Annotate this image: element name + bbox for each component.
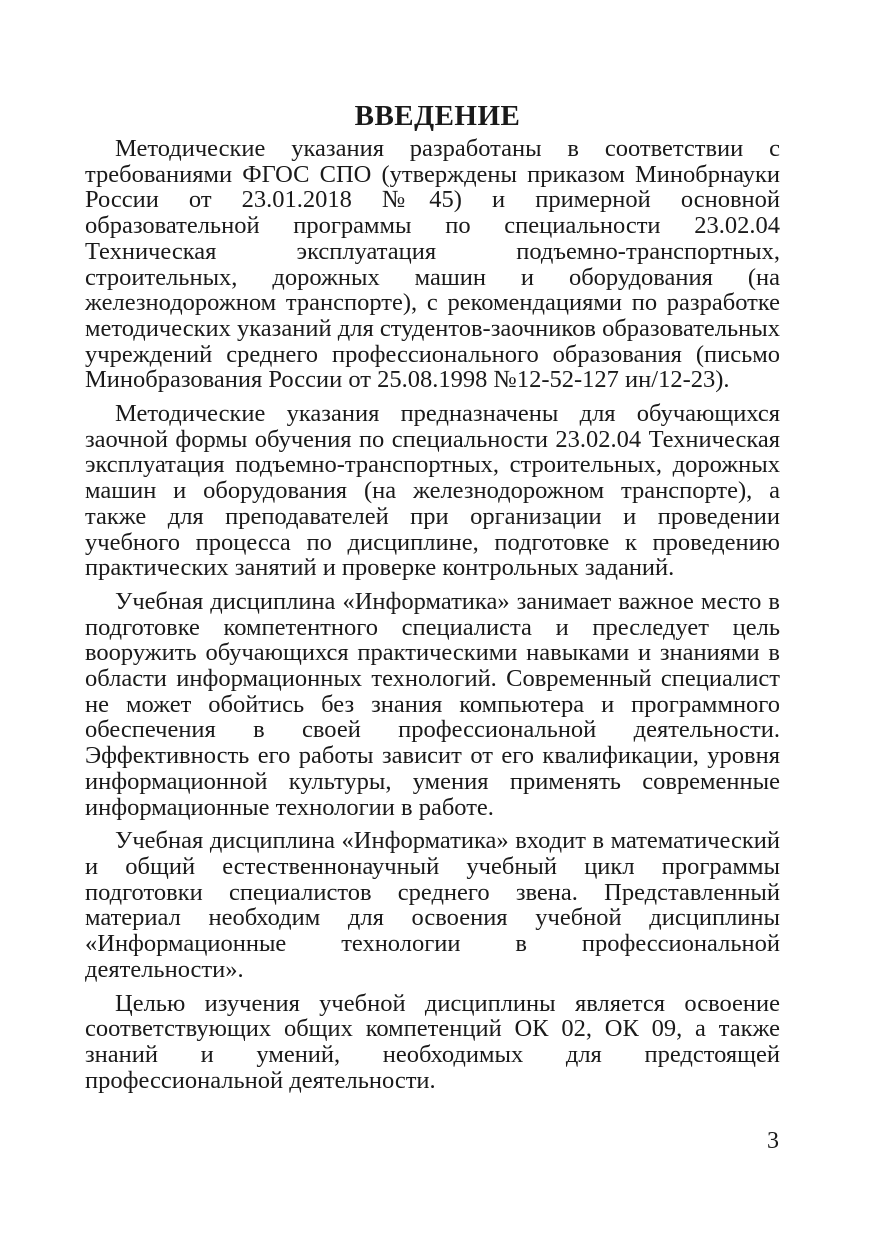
paragraph: Целью изучения учебной дисциплины является освоение соответствующих общих компетенций ОК 02, ОК 09, а также знаний и умений, необходимых для предстоящей профессиональной деятельности. xyxy=(85,989,780,1094)
section-title: ВВЕДЕНИЕ xyxy=(354,100,521,132)
paragraph: Методические указания предназначены для обучающихся заочной формы обучения по специальности 23.02.04 Техническая эксплуатация подъемно-транспортных, строительных, дорожных машин и оборудования (на железнодорожном транспорте), а также для преподавателей при организации и проведении учебного процесса по дисциплине, подготовке к проведению практических занятий и проверке контрольных заданий. xyxy=(85,400,780,582)
paragraph: Учебная дисциплина «Информатика» занимает важное место в подготовке компетентного специалиста и преследует цель вооружить обучающихся практическими навыками и знаниями в области информационных технологий. Современный специалист не может обойтись без знания компьютера и программного обеспечения в своей профессиональной деятельности. Эффективность его работы зависит от его квалификации, уровня информационной культуры, умения применять современные информационные технологии в работе. xyxy=(85,587,780,821)
paragraph: Учебная дисциплина «Информатика» входит в математический и общий естественнонаучный учебный цикл программы подготовки специалистов среднего звена. Представленный материал необходим для освоения учебной дисциплины «Информационные технологии в профессиональной деятельности». xyxy=(85,827,780,983)
page-number: 3 xyxy=(767,1128,779,1154)
body-text xyxy=(85,136,780,1101)
paragraph: Методические указания разработаны в соответствии с требованиями ФГОС СПО (утверждены приказом Минобрнауки России от 23.01.2018 №45) и примерной основной образовательной программы по специальности 23.02.04 Техническая эксплуатация подъемно-транспортных, строительных, дорожных машин и оборудования (на железнодорожном транспорте), с рекомендациями по разработке методических указаний для студентов-заочников образовательных учреждений среднего профессионального образования (письмо Минобразования России от 25.08.1998 №12-52-127 ин/12-23). xyxy=(85,135,780,394)
